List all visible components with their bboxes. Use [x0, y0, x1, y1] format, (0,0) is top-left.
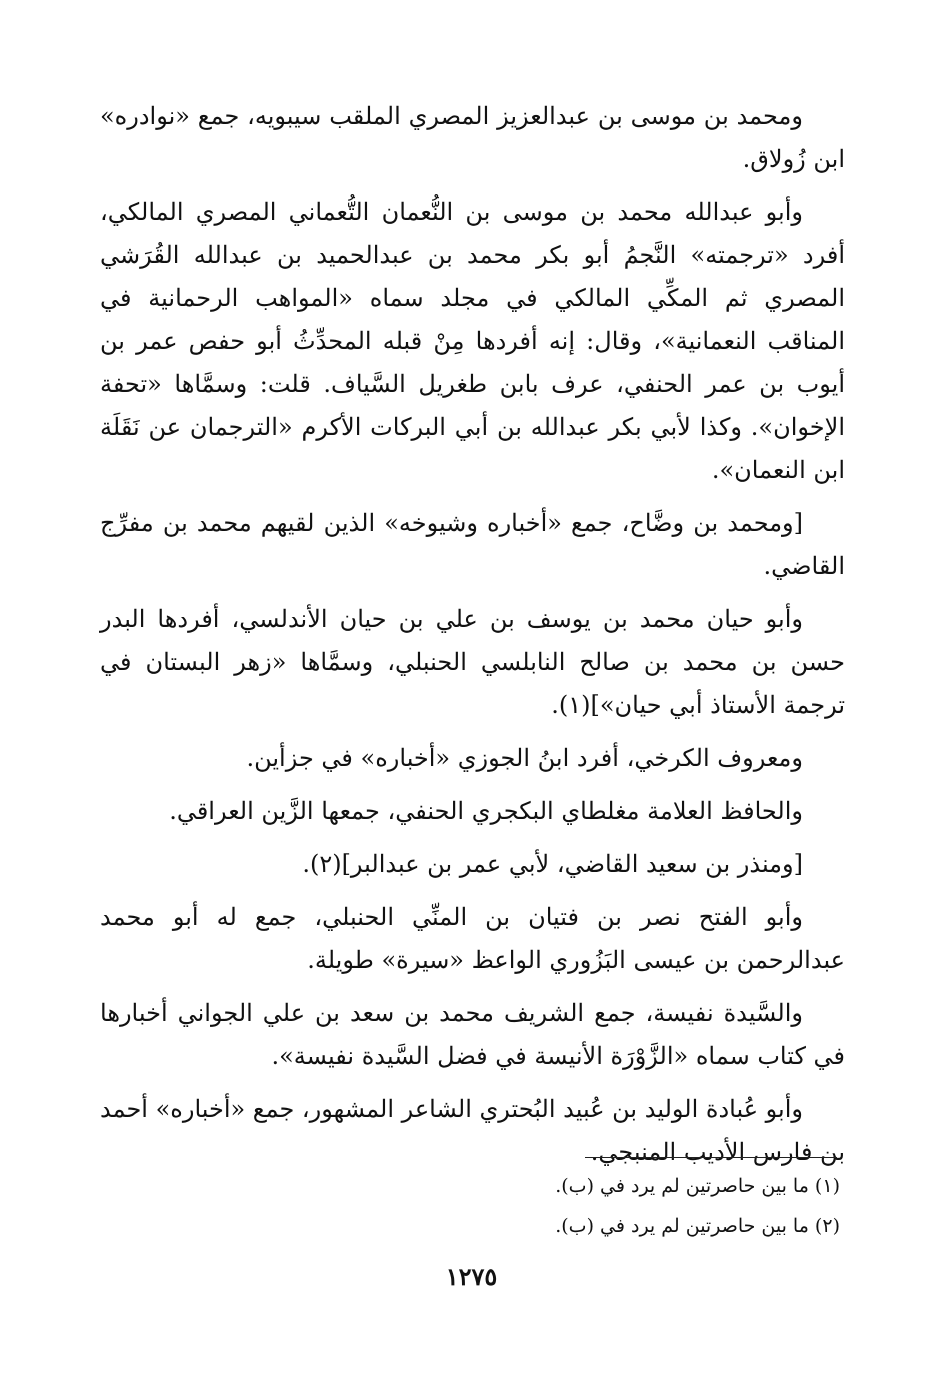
footnote-2: (٢) ما بين حاصرتين لم يرد في (ب). [555, 1215, 840, 1237]
paragraph-sayyida-nafisa: والسَّيدة نفيسة، جمع الشريف محمد بن سعد بن علي الجواني أخبارها في كتاب سماه «الزَّوْرَة الأنيسة في فضل السَّيدة نفيسة». [100, 999, 845, 1070]
paragraph-maruf-karkhi: ومعروف الكرخي، أفرد ابنُ الجوزي «أخباره» في جزأين. [246, 744, 803, 772]
footnote-1: (١) ما بين حاصرتين لم يرد في (ب). [555, 1175, 840, 1197]
footnotes [100, 1168, 840, 1248]
footnote-divider [585, 1157, 837, 1158]
paragraph-mundhir: [ومنذر بن سعيد القاضي، لأبي عمر بن عبدالبر](٢). [302, 850, 803, 878]
paragraph-buhturi: وأبو عُبادة الوليد بن عُبيد البُحتري الشاعر المشهور، جمع «أخباره» أحمد بن فارس الأديب المنبجي. [99, 1095, 845, 1166]
main-text [100, 95, 845, 1184]
paragraph-ibn-sibawayh: ومحمد بن موسى بن عبدالعزيز المصري الملقب سيبويه، جمع «نوادره» ابن زُولاق. [100, 102, 845, 173]
page-number: ١٢٧٥ [445, 1262, 498, 1291]
paragraph-abu-hayyan: وأبو حيان محمد بن يوسف بن علي بن حيان الأندلسي، أفردها البدر حسن بن محمد بن صالح النابلسي الحنبلي، وسمَّاها «زهر البستان في ترجمة الأستاذ أبي حيان»](١). [100, 605, 845, 719]
paragraph-abu-alfath: وأبو الفتح نصر بن فتيان بن المنِّي الحنبلي، جمع له أبو محمد عبدالرحمن بن عيسى البَزُوري الواعظ «سيرة» طويلة. [100, 903, 845, 974]
paragraph-abu-abdallah-numani: وأبو عبدالله محمد بن موسى بن النُّعمان التُّعماني المصري المالكي، أفرد «ترجمته» النَّجمُ أبو بكر محمد بن عبدالحميد بن عبدالله القُرَشي المصري ثم المكِّي المالكي في مجلد سماه «المواهب الرحمانية في المناقب النعمانية»، وقال: إنه أفردها مِنْ قبله المحدِّثُ أبو حفص عمر بن أيوب بن عمر الحنفي، عرف بابن طغريل السَّياف. قلت: وسمَّاها «تحفة الإخوان». وكذا لأبي بكر عبدالله بن أبي البركات الأكرم «الترجمان عن نَقَلَة ابن النعمان». [100, 198, 845, 484]
paragraph-mughaltay: والحافظ العلامة مغلطاي البكجري الحنفي، جمعها الزَّين العراقي. [169, 797, 803, 825]
paragraph-ibn-waddah: [ومحمد بن وضَّاح، جمع «أخباره وشيوخه» الذين لقيهم محمد بن مفرِّج القاضي. [100, 509, 845, 580]
